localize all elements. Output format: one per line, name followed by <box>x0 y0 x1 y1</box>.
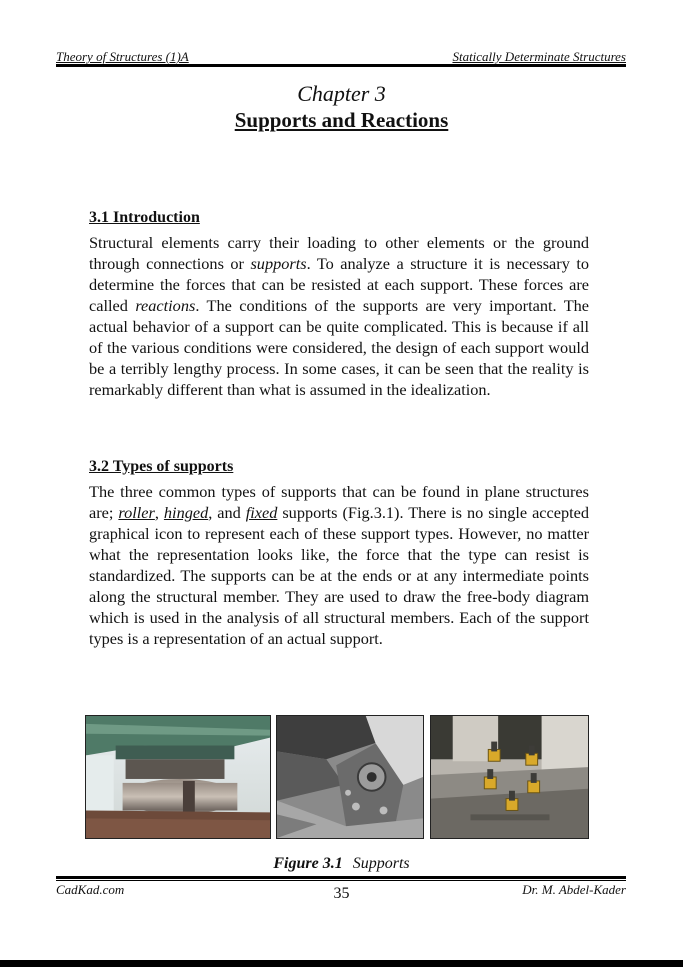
body-text: . The conditions of the supports are very important. The actual behavior of a support can be quite complicated. This is because if all of the various conditions were considered, the design of each support would be a terribly lengthy process. In some cases, it can be seen that the reality is remarkably different than what is assumed in the idealization. <box>89 296 590 399</box>
section-heading-types-of-supports: 3.2 Types of supports <box>89 458 234 475</box>
emphasized-term: reactions <box>135 296 196 315</box>
figure-caption <box>0 854 683 874</box>
figure-caption-text: Supports <box>352 855 410 872</box>
header-rule <box>56 64 626 67</box>
body-text: , <box>154 503 164 522</box>
running-header <box>56 49 626 65</box>
paragraph-types-of-supports <box>89 481 589 649</box>
photo-roller-support <box>85 715 271 839</box>
emphasized-term: fixed <box>245 503 278 522</box>
body-text: The three common types of supports that can be found in plane structures are; <box>89 482 589 522</box>
body-text: , and <box>208 503 246 522</box>
photo-fixed-support <box>430 715 589 839</box>
scan-edge <box>0 960 683 967</box>
body-text: supports (Fig.3.1). There is no single accepted graphical icon to represent each of these support types. However, no matter what the representation looks like, the force that the type can resist is standardized. The supports can be at the ends or at any intermediate points along the structural member. They are used to draw the free-body diagram which is used in the analysis of all structural members. Each of the support types is a representation of an actual support. <box>89 503 590 648</box>
paragraph-introduction <box>89 232 589 400</box>
footer-rule <box>56 876 626 879</box>
photo-hinged-support <box>276 715 424 839</box>
chapter-number: Chapter 3 <box>297 81 386 106</box>
emphasized-term: roller <box>118 503 155 522</box>
figure-number: Figure 3.1 <box>273 855 343 872</box>
footer-rule-thin <box>56 880 626 881</box>
emphasized-term: hinged <box>163 503 209 522</box>
body-text: . To analyze a structure it is necessary to determine the forces that can be resisted at each support. These forces are called <box>89 254 589 315</box>
body-text: Structural elements carry their loading to other elements or the ground through connections or <box>89 233 589 273</box>
header-course-title: Theory of Structures (1)A <box>56 49 189 64</box>
chapter-title: Supports and Reactions <box>234 108 449 132</box>
footer-website: CadKad.com <box>56 882 125 897</box>
header-chapter-topic: Statically Determinate Structures <box>452 49 626 64</box>
footer-author: Dr. M. Abdel-Kader <box>522 882 626 897</box>
section-heading-introduction: 3.1 Introduction <box>89 209 200 226</box>
emphasized-term: supports <box>250 254 307 273</box>
page-number: 35 <box>333 885 350 902</box>
